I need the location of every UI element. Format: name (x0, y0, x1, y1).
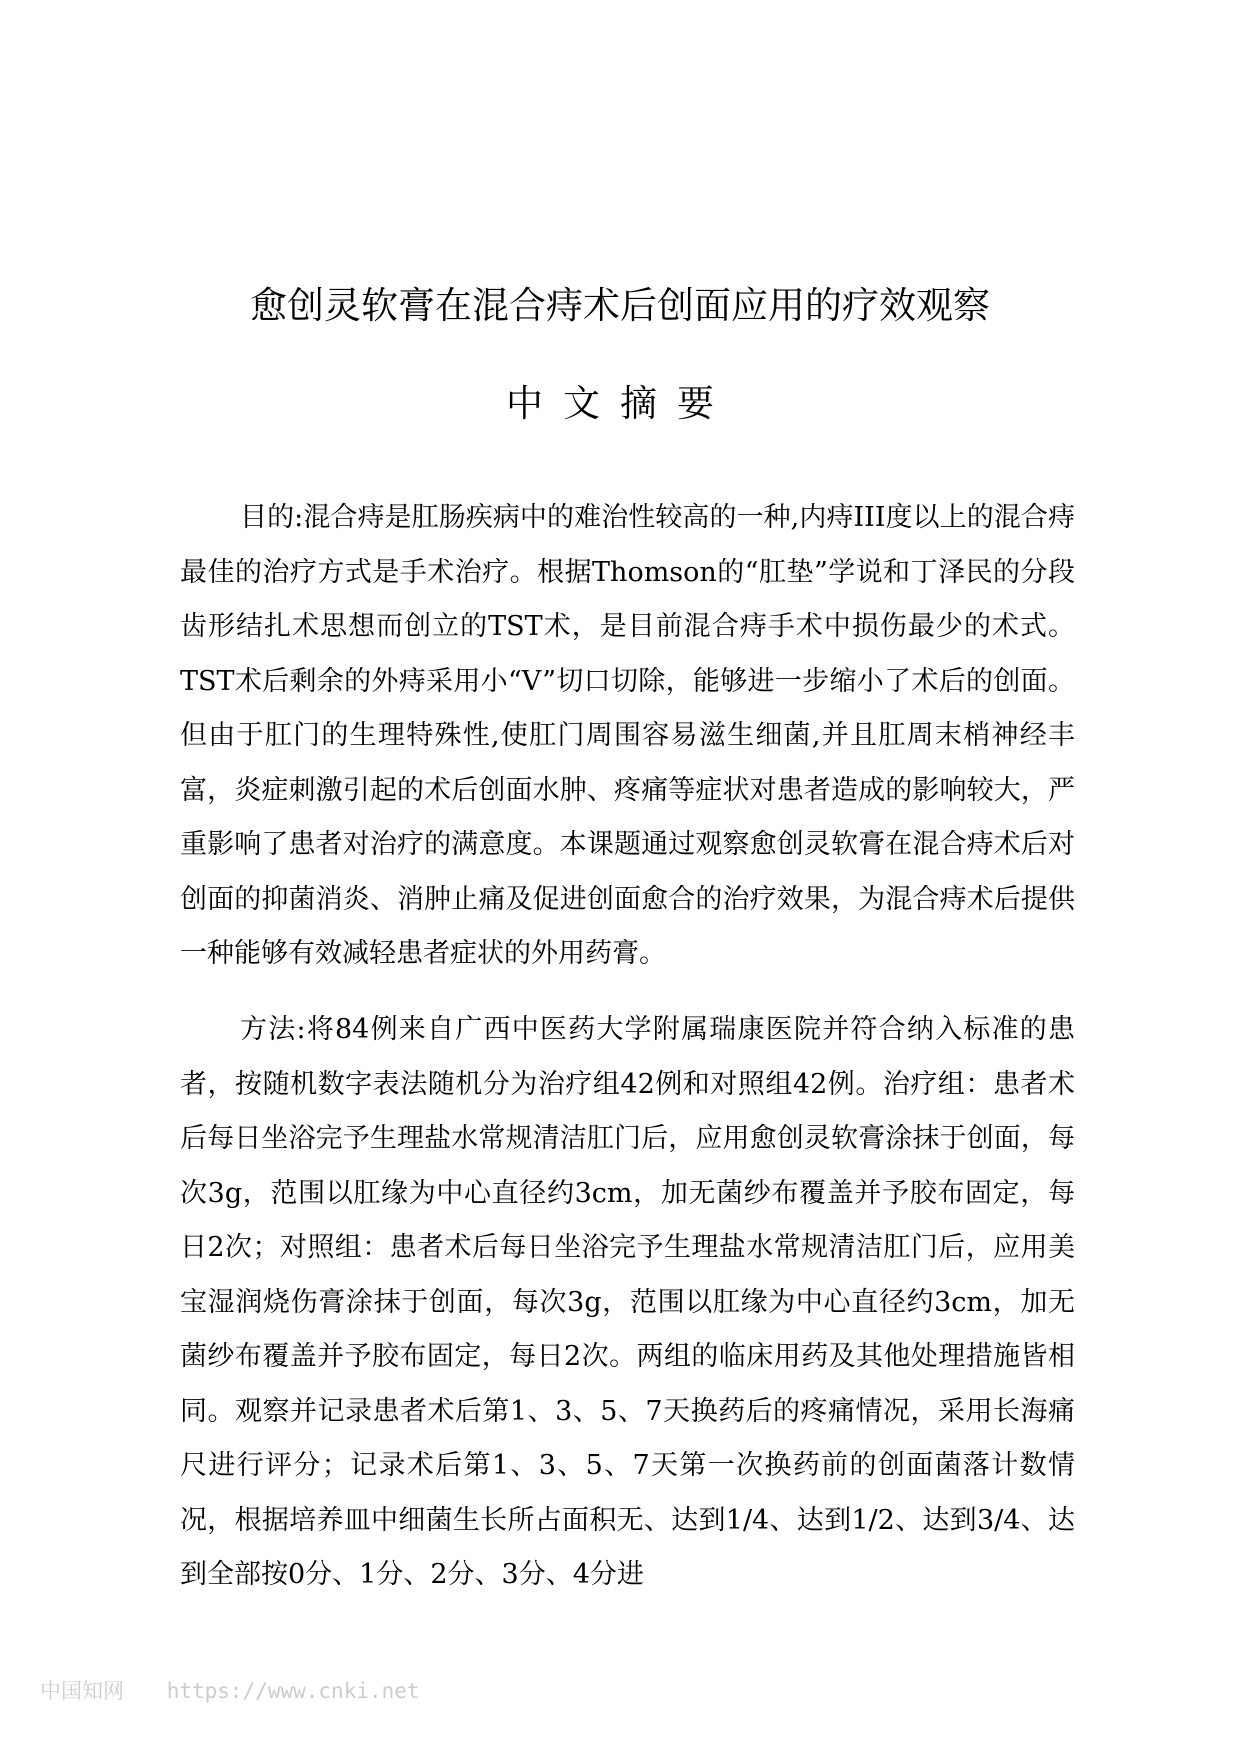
paper-title: 愈创灵软膏在混合痔术后创面应用的疗效观察 (250, 284, 990, 327)
watermark-site-name: 中国知网 (40, 1679, 124, 1703)
abstract-paragraph-objective: 目的:混合痔是肛肠疾病中的难治性较高的一种,内痔III度以上的混合痔最佳的治疗方式是手术治疗。根据Thomson的“肛垫”学说和丁泽民的分段齿形结扎术思想而创立的TST术，是目前混合痔手术中损伤最少的术式。TST术后剩余的外痔采用小“V”切口切除，能够进一步缩小了术后的创面。但由于肛门的生理特殊性,使肛门周围容易滋生细菌,并且肛周末梢神经丰富，炎症刺激引起的术后创面水肿、疼痛等症状对患者造成的影响较大，严重影响了患者对治疗的满意度。本课题通过观察愈创灵软膏在混合痔术后对创面的抑菌消炎、消肿止痛及促进创面愈合的治疗效果，为混合痔术后提供一种能够有效减轻患者症状的外用药膏。 (180, 502, 1075, 969)
abstract-paragraph-methods: 方法:将84例来自广西中医药大学附属瑞康医院并符合纳入标准的患者，按随机数字表法随机分为治疗组42例和对照组42例。治疗组：患者术后每日坐浴完予生理盐水常规清洁肛门后，应用愈创灵软膏涂抹于创面，每次3g，范围以肛缘为中心直径约3cm，加无菌纱布覆盖并予胶布固定，每日2次；对照组：患者术后每日坐浴完予生理盐水常规清洁肛门后，应用美宝湿润烧伤膏涂抹于创面，每次3g，范围以肛缘为中心直径约3cm，加无菌纱布覆盖并予胶布固定，每日2次。两组的临床用药及其他处理措施皆相同。观察并记录患者术后第1、3、5、7天换药后的疼痛情况，采用长海痛尺进行评分；记录术后第1、3、5、7天第一次换药前的创面菌落计数情况，根据培养皿中细菌生长所占面积无、达到1/4、达到1/2、达到3/4、达到全部按0分、1分、2分、3分、4分进 (180, 1014, 1075, 1590)
watermark-url: https://www.cnki.net (166, 1679, 420, 1703)
abstract-heading: 中文摘要 (506, 382, 734, 425)
cnki-watermark (40, 1675, 420, 1705)
